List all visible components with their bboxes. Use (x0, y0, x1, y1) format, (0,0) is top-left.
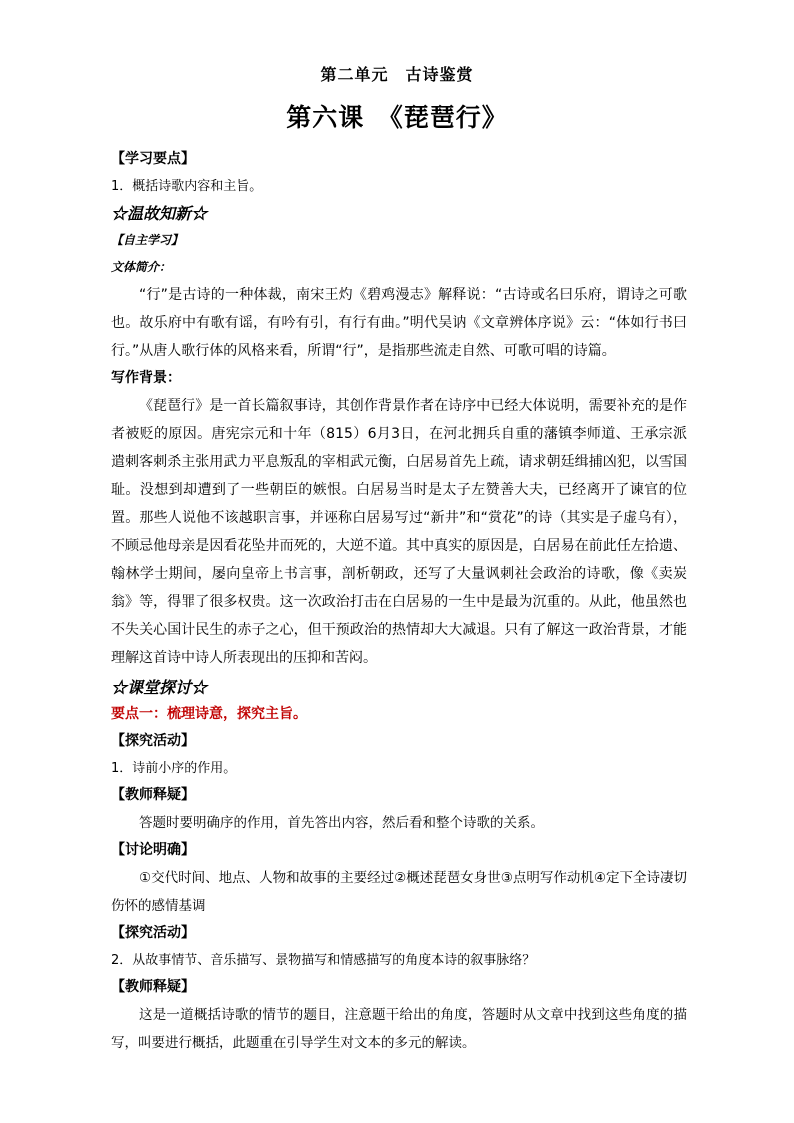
self-study-label: 【自主学习】 (111, 233, 184, 247)
activity-question: 1．诗前小序的作用。 (111, 761, 237, 776)
teacher-explain-text: 这是一道概括诗歌的情节的题目，注意题干给出的角度，答题时从文章中找到这些角度的描写，叫要进行概括，此题重在引导学生对文本的多元的解读。 (111, 1007, 687, 1051)
teacher-explain-label: 【教师释疑】 (111, 979, 195, 995)
unit-title: 第二单元 古诗鉴赏 (320, 65, 474, 84)
background-text: 《琵琶行》是一首长篇叙事诗，其创作背景作者在诗序中已经大体说明，需要补充的是作者被贬的原因。唐宪宗元和十年（815）6月3日，在河北拥兵自重的藩镇李师道、王承宗派遣刺客刺杀主张用武力平息叛乱的宰相武元衡，白居易首先上疏，请求朝廷缉捕凶犯，以雪国耻。没想到却遭到了一些朝臣的嫉恨。白居易当时是太子左赞善大夫，已经离开了谏官的位置。那些人说他不该越职言事，并诬称白居易写过“新井”和“赏花”的诗（其实是子虚乌有），不顾忌他母亲是因看花坠井而死的，大逆不道。其中真实的原因是，白居易在前此任左拾遗、翰林学士期间，屡向皇帝上书言事，剖析朝政，还写了大量讽刺社会政治的诗歌，像《卖炭翁》等，得罪了很多权贵。这一次政治打击在白居易的一生中是最为沉重的。从此，他虽然也不失关心国计民生的赤子之心，但干预政治的热情却大大减退。只有了解这一政治背景，才能理解这首诗中诗人所表现出的压抑和苦闷。 (111, 398, 687, 666)
discussion-text: ①交代时间、地点、人物和故事的主要经过②概述琵琶女身世③点明写作动机④定下全诗凄切伤怀的感情基调 (111, 870, 687, 914)
teacher-explain-text: 答题时要明确序的作用，首先答出内容，然后看和整个诗歌的关系。 (139, 815, 544, 831)
genre-intro-text: “行”是古诗的一种体裁，南宋王灼《碧鸡漫志》解释说：“古诗或名曰乐府，谓诗之可歌也。故乐府中有歌有谣，有吟有引，有行有曲。”明代吴讷《文章辨体序说》云：“体如行书曰行。”从唐人歌行体的风格来看，所谓“行”，是指那些流走自然、可歌可唱的诗篇。 (111, 287, 687, 359)
classroom-section-heading: ☆课堂探讨☆ (111, 678, 208, 697)
study-point-item: 1．概括诗歌内容和主旨。 (111, 179, 263, 194)
activity-label: 【探究活动】 (111, 925, 195, 941)
discussion-label: 【讨论明确】 (111, 842, 195, 858)
document-body (111, 146, 687, 1057)
key-point-heading: 要点一：梳理诗意，探究主旨。 (111, 706, 307, 722)
lesson-title: 第六课 《琵琶行》 (286, 103, 508, 132)
genre-intro-label: 文体简介： (111, 260, 172, 274)
activity-label: 【探究活动】 (111, 733, 195, 749)
background-label: 写作背景： (111, 370, 181, 386)
teacher-explain-label: 【教师释疑】 (111, 787, 195, 803)
study-points-heading: 【学习要点】 (111, 151, 195, 167)
activity-question: 2．从故事情节、音乐描写、景物描写和情感描写的角度本诗的叙事脉络？ (111, 953, 536, 968)
review-section-heading: ☆温故知新☆ (111, 204, 208, 223)
